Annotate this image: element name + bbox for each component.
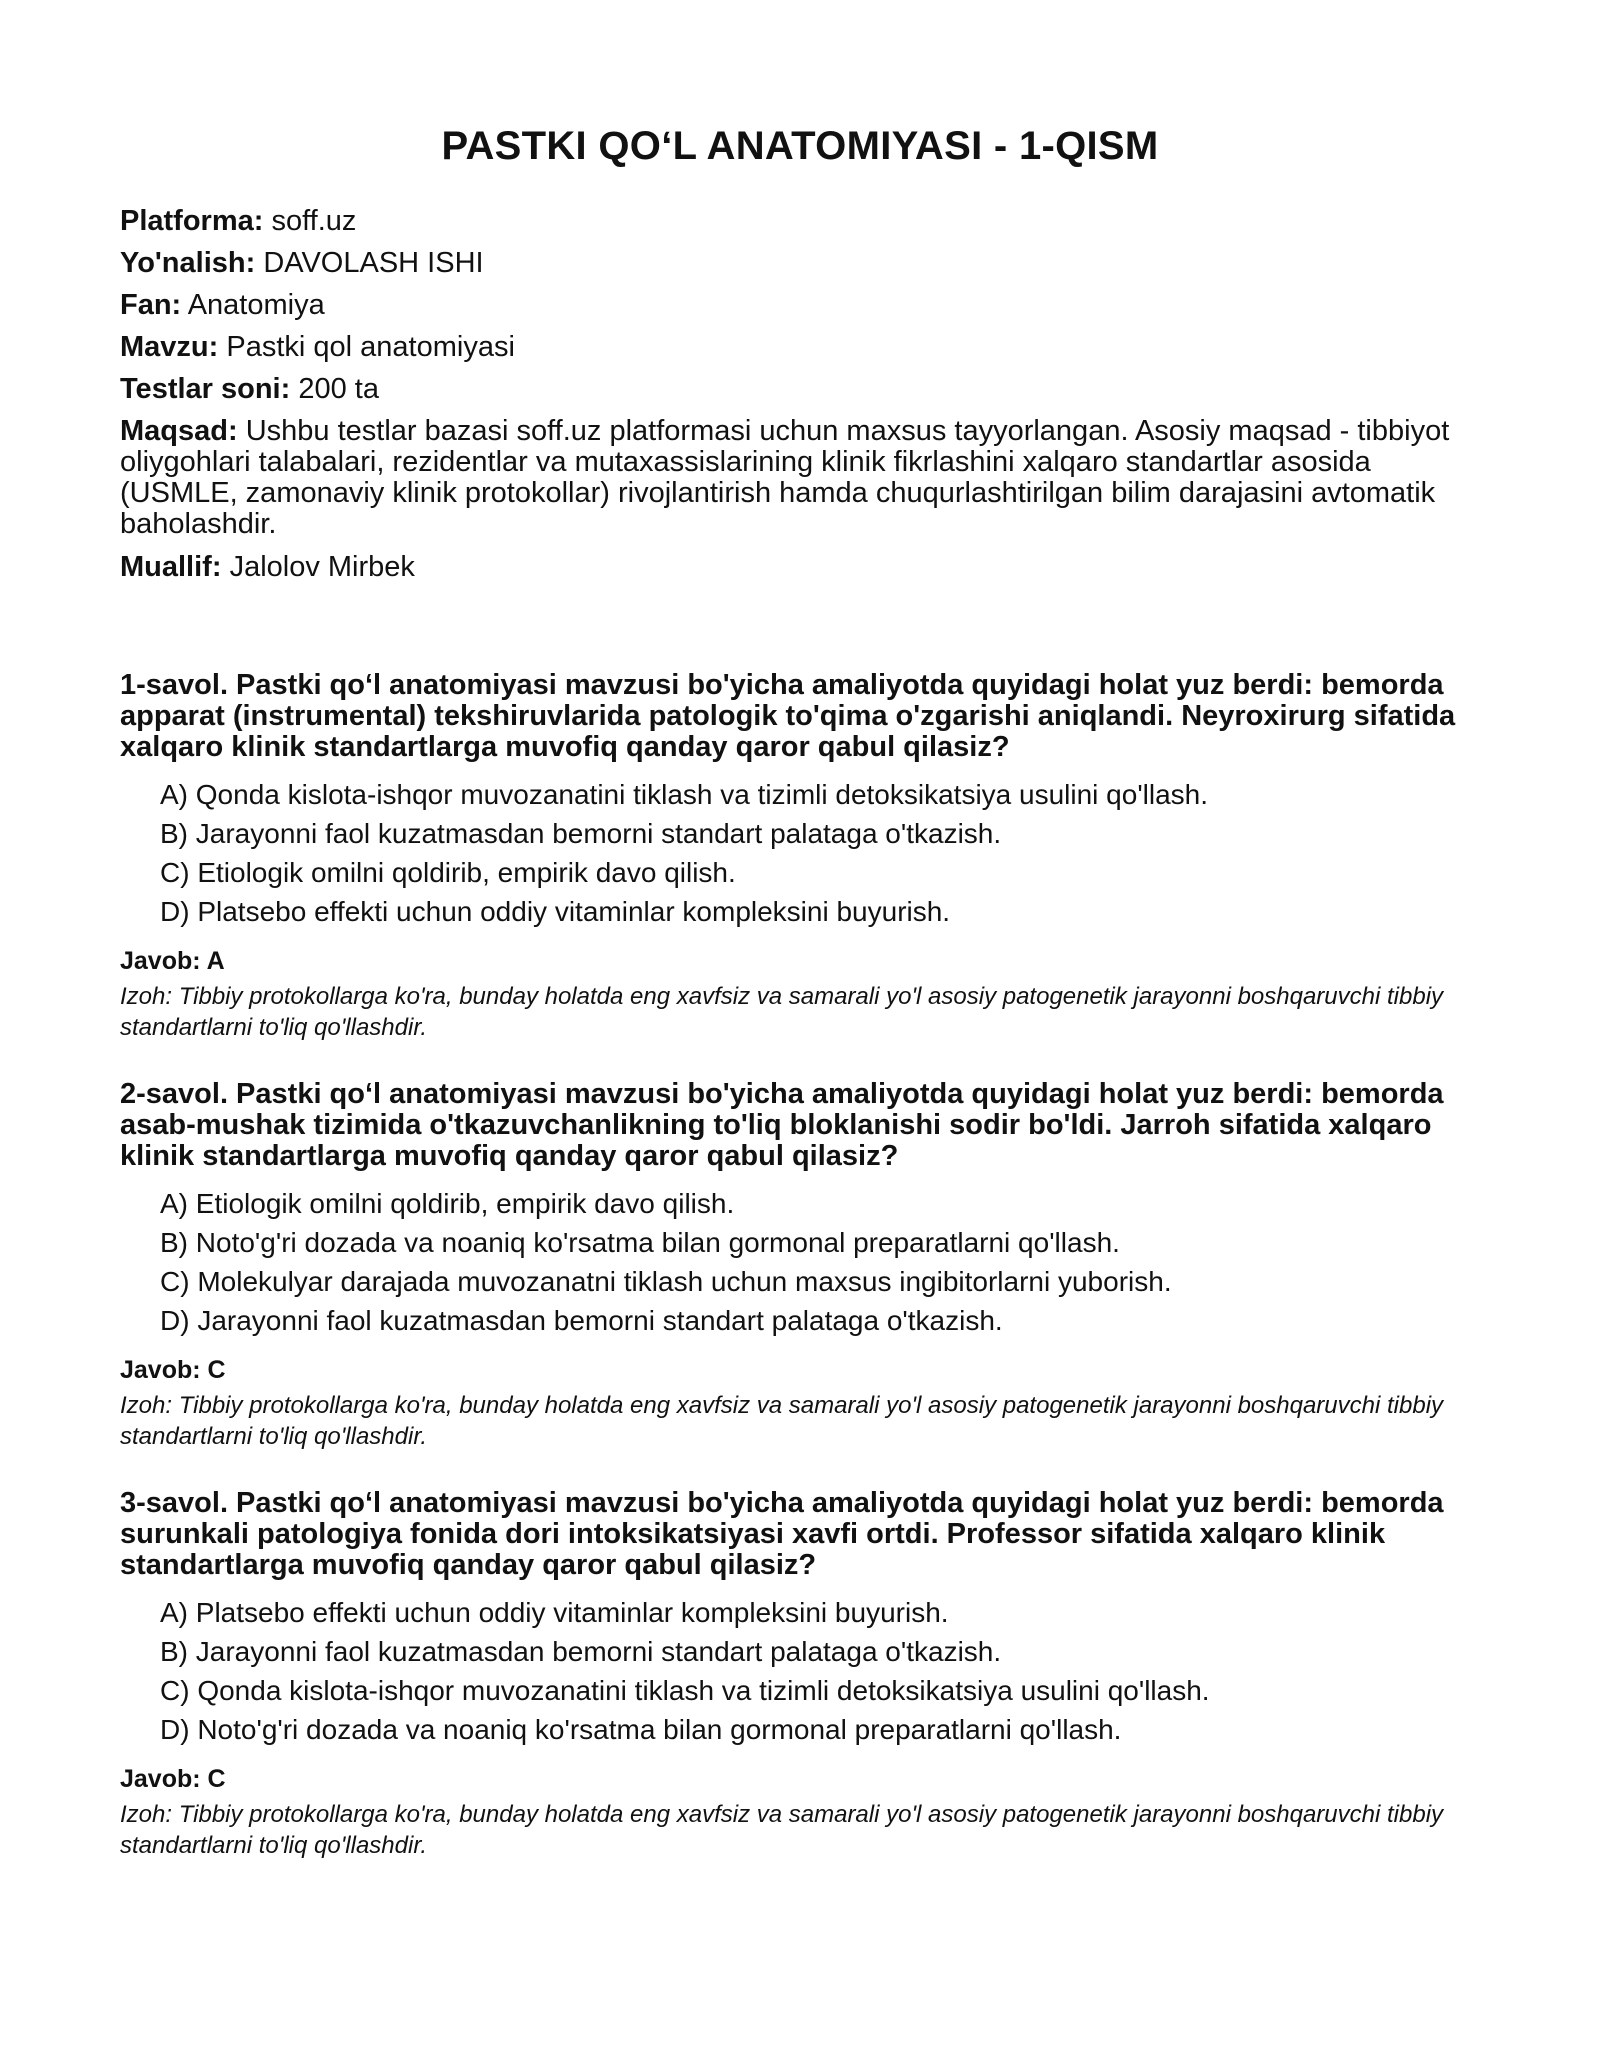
meta-author	[120, 546, 1480, 588]
option-c: C) Molekulyar darajada muvozanatni tiklash uchun maxsus ingibitorlarni yuborish.	[160, 1266, 1172, 1297]
question-2	[120, 1079, 1480, 1452]
option-a: A) Qonda kislota-ishqor muvozanatini tiklash va tizimli detoksikatsiya usulini qo'llash.	[160, 779, 1209, 810]
meta-value: 200 ta	[298, 373, 379, 405]
meta-value: Anatomiya	[187, 289, 325, 321]
answer: Javob: C	[120, 1356, 226, 1384]
meta-purpose	[120, 416, 1480, 540]
question-3	[120, 1488, 1480, 1861]
explanation: Izoh: Tibbiy protokollarga ko'ra, bunday holatda eng xavfsiz va samarali yo'l asosiy patogenetik jarayonni boshqaruvchi tibbiy standartlarni to'liq qo'llashdir.	[120, 1392, 1444, 1450]
meta-value: soff.uz	[271, 205, 357, 237]
option-d: D) Jarayonni faol kuzatmasdan bemorni standart palataga o'tkazish.	[160, 1305, 1003, 1336]
option-d: D) Platsebo effekti uchun oddiy vitaminlar kompleksini buyurish.	[160, 896, 951, 927]
meta-key: Mavzu:	[120, 331, 219, 363]
page-title: PASTKI QO‘L ANATOMIYASI - 1-QISM	[441, 124, 1159, 168]
option-list	[120, 1593, 1480, 1749]
meta-key: Platforma:	[120, 205, 264, 237]
option-b: B) Jarayonni faol kuzatmasdan bemorni standart palataga o'tkazish.	[160, 1636, 1002, 1667]
meta-value: Jalolov Mirbek	[229, 551, 415, 583]
metadata-block	[120, 200, 1480, 588]
question-text: 1-savol. Pastki qo‘l anatomiyasi mavzusi bo'yicha amaliyotda quyidagi holat yuz berdi: bemorda apparat (instrumental) tekshiruvlarida patologik to'qima o'zgarishi aniqlandi. Neyroxirurg sifatida xalqaro klinik standartlarga muvofiq qanday qaror qabul qilasiz?	[120, 669, 1456, 763]
question-text: 3-savol. Pastki qo‘l anatomiyasi mavzusi bo'yicha amaliyotda quyidagi holat yuz berdi: bemorda surunkali patologiya fonida dori intoksikatsiyasi xavfi ortdi. Professor sifatida xalqaro klinik standartlarga muvofiq qanday qaror qabul qilasiz?	[120, 1487, 1444, 1581]
option-list	[120, 775, 1480, 931]
meta-subject	[120, 284, 1480, 326]
meta-value: DAVOLASH ISHI	[263, 247, 484, 279]
explanation: Izoh: Tibbiy protokollarga ko'ra, bunday holatda eng xavfsiz va samarali yo'l asosiy patogenetik jarayonni boshqaruvchi tibbiy standartlarni to'liq qo'llashdir.	[120, 1801, 1444, 1859]
option-list	[120, 1184, 1480, 1340]
meta-key: Testlar soni:	[120, 373, 291, 405]
meta-key: Yo'nalish:	[120, 247, 256, 279]
answer: Javob: A	[120, 947, 225, 975]
question-text: 2-savol. Pastki qo‘l anatomiyasi mavzusi bo'yicha amaliyotda quyidagi holat yuz berdi: bemorda asab-mushak tizimida o'tkazuvchanlikning to'liq bloklanishi sodir bo'ldi. Jarroh sifatida xalqaro klinik standartlarga muvofiq qanday qaror qabul qilasiz?	[120, 1078, 1444, 1172]
meta-value: Ushbu testlar bazasi soff.uz platformasi uchun maxsus tayyorlangan. Asosiy maqsad - tibbiyot oliygohlari talabalari, rezidentlar va mutaxassislarining klinik fikrlashini xalqaro standartlar asosida (USMLE, zamonaviy klinik protokollar) rivojlantirish hamda chuqurlashtirilgan bilim darajasini avtomatik baholashdir.	[120, 415, 1450, 540]
option-c: C) Etiologik omilni qoldirib, empirik davo qilish.	[160, 857, 736, 888]
option-a: A) Platsebo effekti uchun oddiy vitaminlar kompleksini buyurish.	[160, 1597, 949, 1628]
option-b: B) Jarayonni faol kuzatmasdan bemorni standart palataga o'tkazish.	[160, 818, 1002, 849]
option-a: A) Etiologik omilni qoldirib, empirik davo qilish.	[160, 1188, 735, 1219]
explanation: Izoh: Tibbiy protokollarga ko'ra, bunday holatda eng xavfsiz va samarali yo'l asosiy patogenetik jarayonni boshqaruvchi tibbiy standartlarni to'liq qo'llashdir.	[120, 983, 1444, 1041]
answer: Javob: C	[120, 1765, 226, 1793]
meta-key: Muallif:	[120, 551, 222, 583]
meta-key: Maqsad:	[120, 415, 238, 447]
option-b: B) Noto'g'ri dozada va noaniq ko'rsatma bilan gormonal preparatlarni qo'llash.	[160, 1227, 1120, 1258]
question-1	[120, 670, 1480, 1043]
meta-topic	[120, 326, 1480, 368]
meta-key: Fan:	[120, 289, 182, 321]
option-d: D) Noto'g'ri dozada va noaniq ko'rsatma bilan gormonal preparatlarni qo'llash.	[160, 1714, 1122, 1745]
option-c: C) Qonda kislota-ishqor muvozanatini tiklash va tizimli detoksikatsiya usulini qo'llash.	[160, 1675, 1210, 1706]
meta-value: Pastki qol anatomiyasi	[226, 331, 515, 363]
meta-test-count	[120, 368, 1480, 410]
meta-direction	[120, 242, 1480, 284]
meta-platform	[120, 200, 1480, 242]
